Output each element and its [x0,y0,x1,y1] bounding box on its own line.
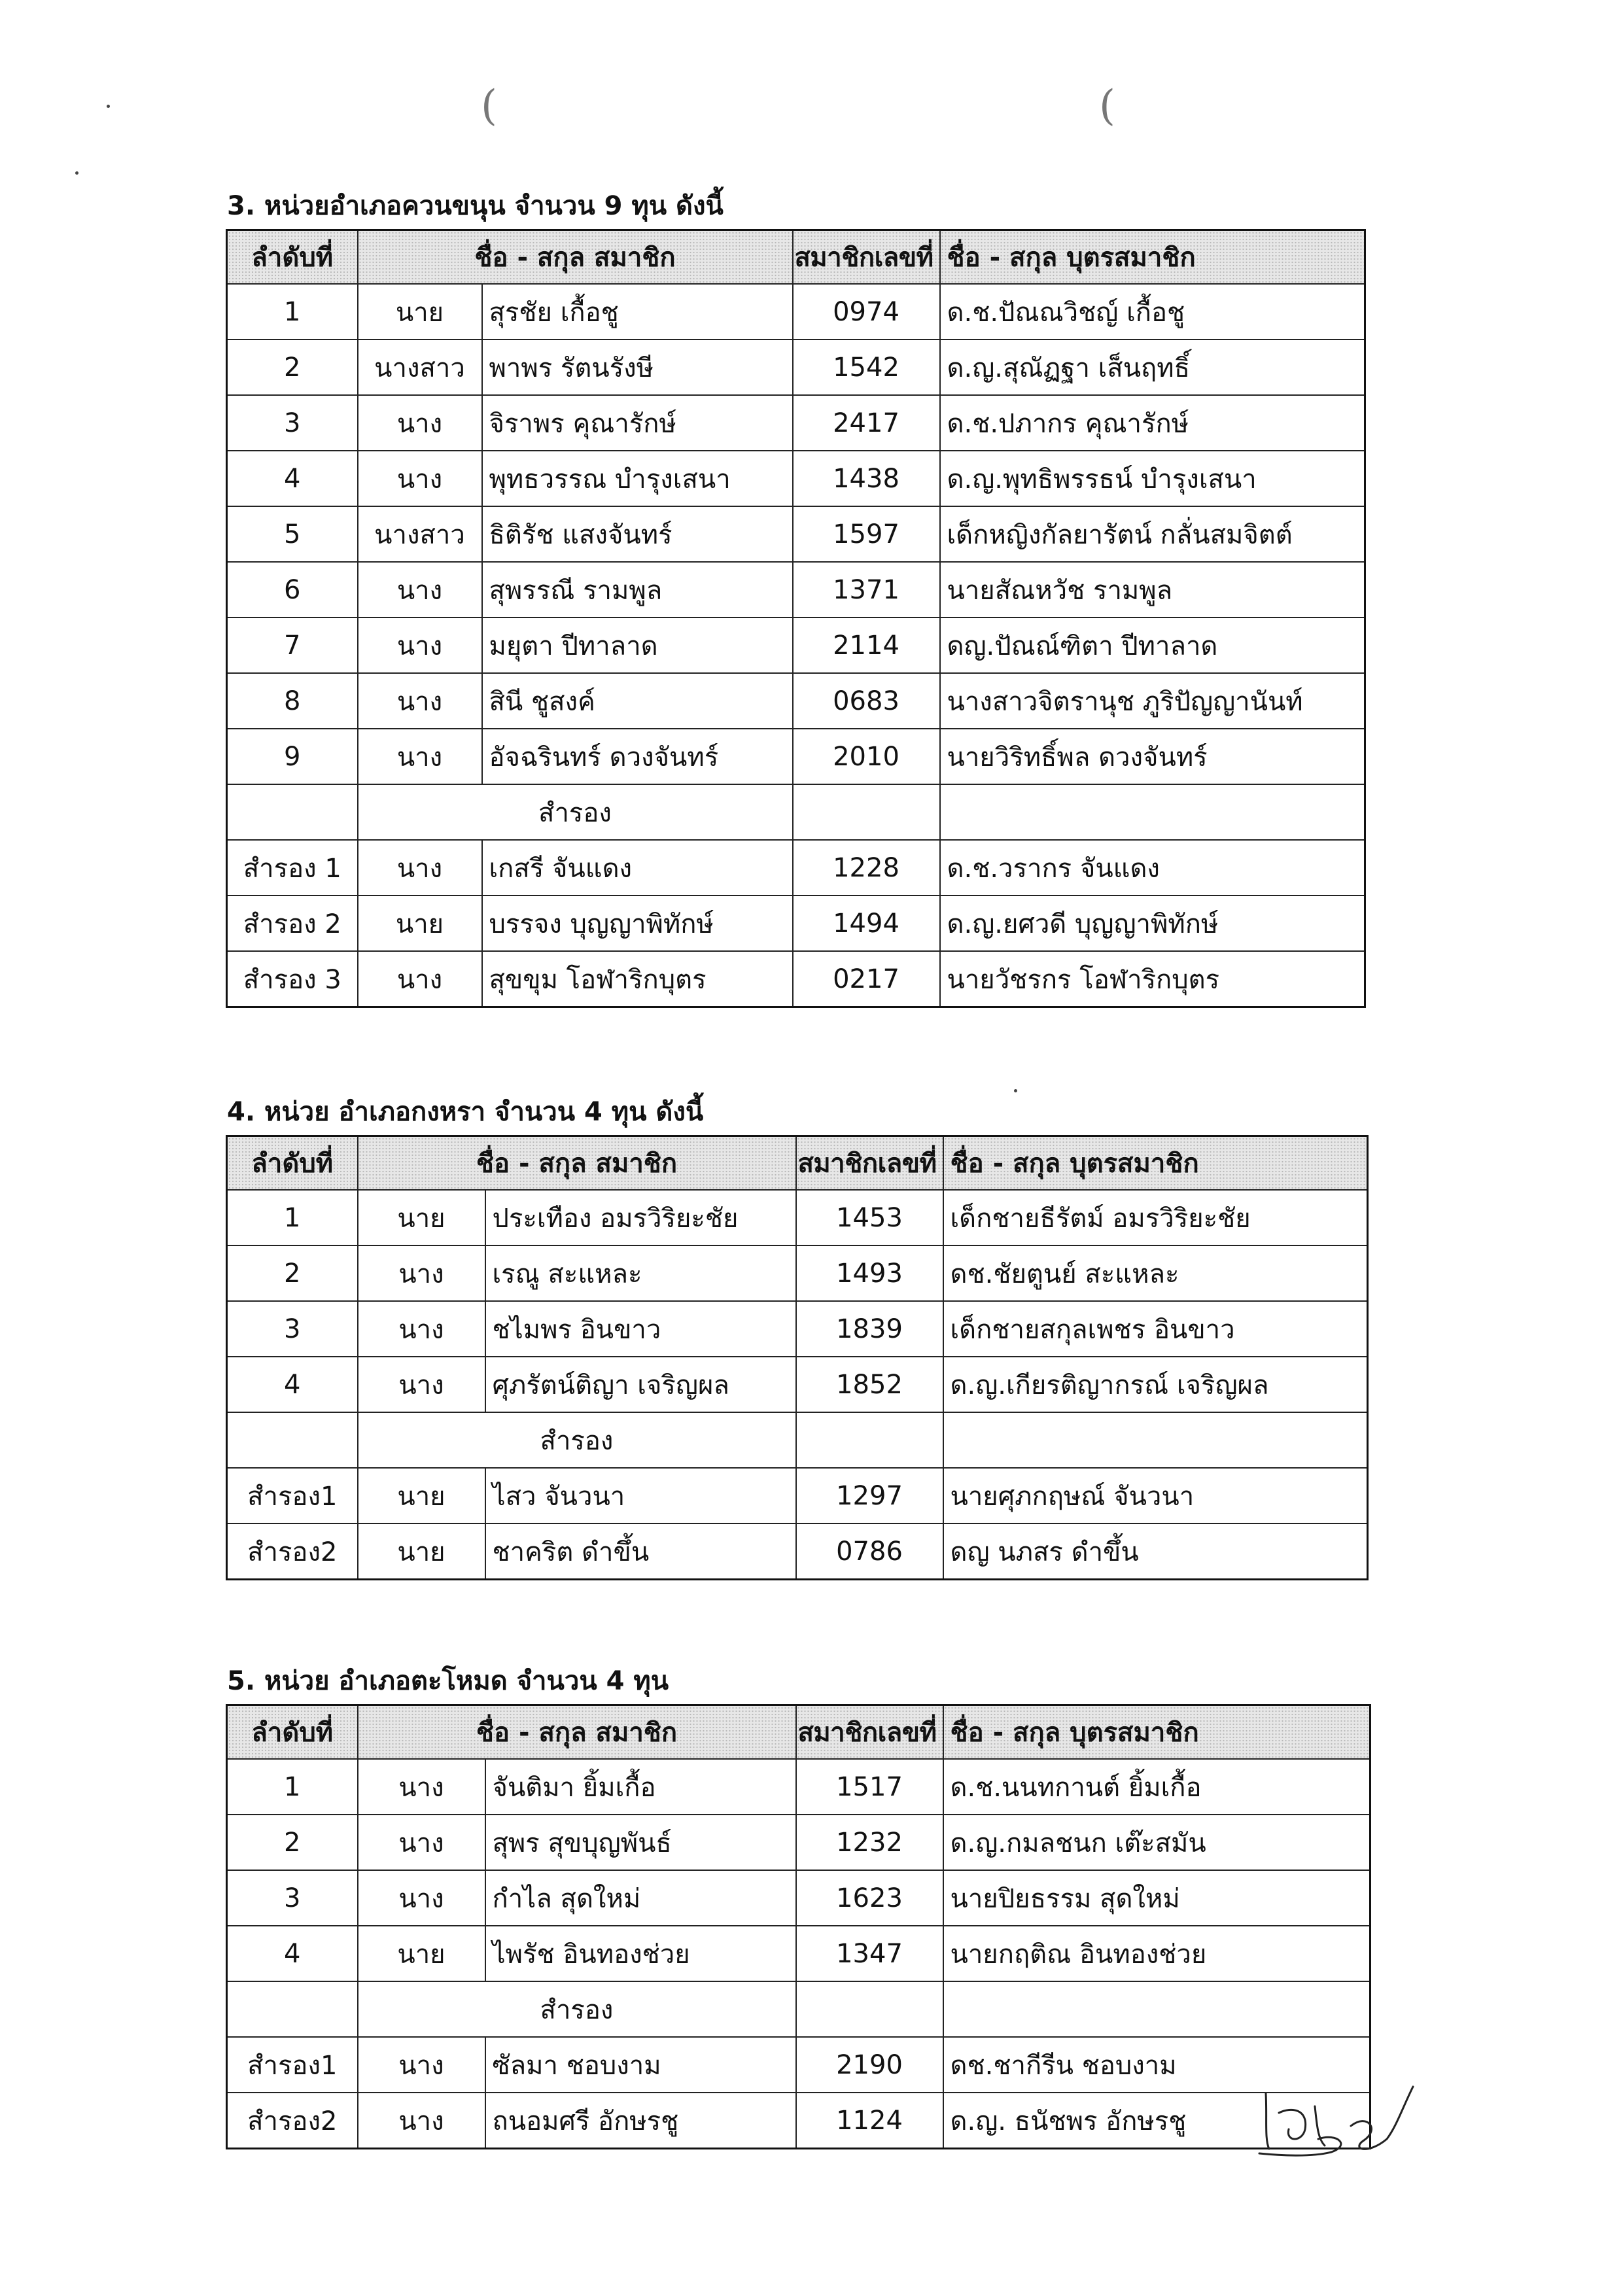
cell-empty [796,1412,943,1468]
cell-child-name: ดช.ชัยตูนย์ สะแหละ [943,1245,1368,1301]
cell-member-name: บรรจง บุญญาพิทักษ์ [482,896,793,951]
cell-prefix: นาง [358,395,482,451]
reserve-row [227,896,1365,951]
cell-member-id: 1542 [793,339,940,395]
cell-child-name: ด.ช.นนทกานต์ ยิ้มเกื้อ [943,1759,1370,1815]
cell-member-id: 2010 [793,729,940,784]
cell-member-id: 1347 [796,1926,943,1981]
reserve-header-row [227,1412,1368,1468]
scan-speck [75,171,79,175]
cell-child-name: นายกฤติณ อินทองช่วย [943,1926,1370,1981]
cell-child-name: เด็กชายธีรัตม์ อมรวิริยะชัย [943,1190,1368,1245]
header-member-id: สมาชิกเลขที่ [796,1705,943,1760]
table-row [227,339,1365,395]
cell-child-name: ด.ช.ปัณณวิชญ์ เกื้อชู [940,284,1365,339]
cell-member-id: 1517 [796,1759,943,1815]
cell-prefix: นาง [358,729,482,784]
cell-child-name: นางสาวจิตรานุช ภูริปัญญานันท์ [940,673,1365,729]
cell-member-id: 1852 [796,1357,943,1412]
cell-empty [793,784,940,840]
cell-member-id: 1493 [796,1245,943,1301]
table-row [227,1926,1370,1981]
reserve-row [227,1468,1368,1523]
cell-order: 4 [227,451,358,506]
cell-prefix: นาย [358,284,482,339]
section-title: 5. หน่วย อำเภอตะโหมด จำนวน 4 ทุน [227,1666,669,1696]
cell-child-name: ดญ.ปัณณ์ฑิตา ปีทาลาด [940,617,1365,673]
cell-prefix: นาย [358,1926,485,1981]
table-row [227,1301,1368,1357]
cell-member-id: 0974 [793,284,940,339]
header-member-name: ชื่อ - สกุล สมาชิก [358,230,793,285]
section-title: 4. หน่วย อำเภอกงหรา จำนวน 4 ทุน ดังนี้ [227,1097,704,1127]
cell-member-id: 1228 [793,840,940,896]
cell-member-name: ชาคริต ดำขึ้น [485,1523,796,1580]
cell-member-id: 1623 [796,1870,943,1926]
cell-prefix: นาง [358,1245,485,1301]
cell-prefix: นาย [358,896,482,951]
header-member-id: สมาชิกเลขที่ [793,230,940,285]
cell-member-id: 1297 [796,1468,943,1523]
table-row [227,284,1365,339]
table-row [227,451,1365,506]
cell-empty [943,1412,1368,1468]
cell-child-name: ด.ญ.ยศวดี บุญญาพิทักษ์ [940,896,1365,951]
cell-member-name: ธิติรัช แสงจันทร์ [482,506,793,562]
cell-prefix: นางสาว [358,339,482,395]
cell-child-name: ดญ นภสร ดำขึ้น [943,1523,1368,1580]
cell-prefix: นาง [358,1815,485,1870]
cell-prefix: นาย [358,1523,485,1580]
section-title: 3. หน่วยอำเภอควนขนุน จำนวน 9 ทุน ดังนี้ [227,191,724,221]
reserve-label: สำรอง [358,784,793,840]
table-row [227,729,1365,784]
cell-member-id: 1494 [793,896,940,951]
scholarship-table [226,1704,1371,2149]
reserve-label: สำรอง [358,1412,796,1468]
cell-member-name: มยุตา ปีทาลาด [482,617,793,673]
cell-child-name: ดช.ชากีรีน ชอบงาม [943,2037,1370,2093]
cell-member-id: 1453 [796,1190,943,1245]
reserve-row [227,2093,1370,2149]
cell-child-name: นายปิยธรรม สุดใหม่ [943,1870,1370,1926]
cell-prefix: นาง [358,840,482,896]
cell-order: 4 [227,1357,358,1412]
cell-order: 3 [227,1301,358,1357]
cell-prefix: นาง [358,951,482,1007]
reserve-header-row [227,784,1365,840]
table-row [227,1759,1370,1815]
cell-member-name: พาพร รัตนรังษี [482,339,793,395]
cell-order: 1 [227,1759,358,1815]
cell-member-id: 1438 [793,451,940,506]
cell-order: สำรอง 1 [227,840,358,896]
cell-prefix: นาง [358,1357,485,1412]
cell-order: 7 [227,617,358,673]
cell-member-id: 2114 [793,617,940,673]
cell-empty [227,1412,358,1468]
cell-prefix: นาย [358,1190,485,1245]
header-order: ลำดับที่ [227,230,358,285]
punch-hole-mark-icon: ( [481,82,497,130]
cell-member-id: 1124 [796,2093,943,2149]
table-header-row [227,230,1365,285]
cell-member-name: อัจฉรินทร์ ดวงจันทร์ [482,729,793,784]
cell-child-name: นายวิริทธิ์พล ดวงจันทร์ [940,729,1365,784]
header-child-name: ชื่อ - สกุล บุตรสมาชิก [940,230,1365,285]
cell-empty [796,1981,943,2037]
header-member-name: ชื่อ - สกุล สมาชิก [358,1136,796,1191]
cell-member-name: สุรชัย เกื้อชู [482,284,793,339]
district-section [226,1089,1369,1580]
cell-member-name: ซัลมา ชอบงาม [485,2037,796,2093]
cell-prefix: นาง [358,1870,485,1926]
cell-order: 2 [227,1245,358,1301]
cell-member-id: 0217 [793,951,940,1007]
cell-order: 6 [227,562,358,617]
cell-child-name: ด.ญ.สุณัฏฐา เส็นฤทธิ์ [940,339,1365,395]
cell-member-name: กำไล สุดใหม่ [485,1870,796,1926]
cell-member-name: เรณู สะแหละ [485,1245,796,1301]
cell-member-name: สินี ชูสงค์ [482,673,793,729]
cell-member-id: 2417 [793,395,940,451]
cell-order: 4 [227,1926,358,1981]
table-header-row [227,1705,1370,1760]
cell-order: 1 [227,1190,358,1245]
table-row [227,1357,1368,1412]
cell-prefix: นาง [358,2037,485,2093]
cell-child-name: ด.ญ.กมลชนก เต๊ะสมัน [943,1815,1370,1870]
cell-member-id: 1232 [796,1815,943,1870]
cell-member-id: 0683 [793,673,940,729]
cell-member-name: ถนอมศรี อักษรชู [485,2093,796,2149]
cell-order: 9 [227,729,358,784]
table-row [227,562,1365,617]
cell-empty [227,784,358,840]
cell-order: สำรอง 3 [227,951,358,1007]
cell-order: 2 [227,339,358,395]
reserve-row [227,1523,1368,1580]
cell-order: 5 [227,506,358,562]
cell-order: 1 [227,284,358,339]
cell-member-name: เกสรี จันแดง [482,840,793,896]
cell-order: สำรอง1 [227,2037,358,2093]
cell-empty [227,1981,358,2037]
cell-order: สำรอง 2 [227,896,358,951]
cell-member-name: ไพรัช อินทองช่วย [485,1926,796,1981]
cell-member-id: 1839 [796,1301,943,1357]
table-row [227,1815,1370,1870]
cell-member-name: ไสว จันวนา [485,1468,796,1523]
cell-prefix: นาง [358,1301,485,1357]
cell-member-id: 1597 [793,506,940,562]
cell-prefix: นาง [358,451,482,506]
scholarship-table [226,229,1366,1008]
cell-child-name: ด.ญ.เกียรติญากรณ์ เจริญผล [943,1357,1368,1412]
header-member-id: สมาชิกเลขที่ [796,1136,943,1191]
table-header-row [227,1136,1368,1191]
district-section [226,1658,1371,2149]
cell-child-name: นายศุภกฤษณ์ จันวนา [943,1468,1368,1523]
cell-order: 3 [227,395,358,451]
header-child-name: ชื่อ - สกุล บุตรสมาชิก [943,1705,1370,1760]
cell-child-name: นายวัชรกร โอฬาริกบุตร [940,951,1365,1007]
header-child-name: ชื่อ - สกุล บุตรสมาชิก [943,1136,1368,1191]
cell-member-name: ศุภรัตน์ติญา เจริญผล [485,1357,796,1412]
table-row [227,506,1365,562]
cell-child-name: ด.ญ.พุทธิพรรธน์ บำรุงเสนา [940,451,1365,506]
cell-order: 2 [227,1815,358,1870]
cell-member-name: สุพรรณี รามพูล [482,562,793,617]
cell-child-name: นายสัณหวัช รามพูล [940,562,1365,617]
cell-member-name: สุขขุม โอฬาริกบุตร [482,951,793,1007]
handwritten-signature-icon [1253,2067,1416,2165]
cell-member-name: ชไมพร อินขาว [485,1301,796,1357]
cell-order: 8 [227,673,358,729]
table-row [227,395,1365,451]
reserve-row [227,840,1365,896]
reserve-label: สำรอง [358,1981,796,2037]
cell-prefix: นาง [358,562,482,617]
cell-child-name: เด็กหญิงกัลยารัตน์ กลั่นสมจิตต์ [940,506,1365,562]
cell-prefix: นาง [358,1759,485,1815]
cell-child-name: เด็กชายสกุลเพชร อินขาว [943,1301,1368,1357]
cell-member-name: จันติมา ยิ้มเกื้อ [485,1759,796,1815]
cell-prefix: นาง [358,673,482,729]
table-row [227,617,1365,673]
cell-prefix: นาง [358,617,482,673]
reserve-row [227,2037,1370,2093]
header-member-name: ชื่อ - สกุล สมาชิก [358,1705,796,1760]
cell-empty [943,1981,1370,2037]
table-row [227,1870,1370,1926]
header-order: ลำดับที่ [227,1136,358,1191]
cell-child-name: ด.ช.วรากร จันแดง [940,840,1365,896]
cell-prefix: นาง [358,2093,485,2149]
cell-member-name: ประเทือง อมรวิริยะชัย [485,1190,796,1245]
scan-speck [107,105,110,108]
cell-order: สำรอง2 [227,1523,358,1580]
cell-member-id: 0786 [796,1523,943,1580]
cell-order: สำรอง2 [227,2093,358,2149]
reserve-header-row [227,1981,1370,2037]
cell-member-id: 2190 [796,2037,943,2093]
cell-member-name: สุพร สุขบุญพันธ์ [485,1815,796,1870]
cell-member-name: จิราพร คุณารักษ์ [482,395,793,451]
cell-child-name: ด.ช.ปภากร คุณารักษ์ [940,395,1365,451]
cell-member-name: พุทธวรรณ บำรุงเสนา [482,451,793,506]
scholarship-table [226,1135,1369,1580]
header-order: ลำดับที่ [227,1705,358,1760]
cell-prefix: นางสาว [358,506,482,562]
cell-child-name: ด.ญ. ธนัชพร อักษรชู [943,2093,1370,2149]
punch-hole-mark-icon: ( [1099,82,1115,130]
table-row [227,1245,1368,1301]
cell-member-id: 1371 [793,562,940,617]
cell-order: สำรอง1 [227,1468,358,1523]
table-row [227,673,1365,729]
cell-prefix: นาย [358,1468,485,1523]
reserve-row [227,951,1365,1007]
table-row [227,1190,1368,1245]
cell-order: 3 [227,1870,358,1926]
cell-empty [940,784,1365,840]
district-section [226,183,1366,1008]
